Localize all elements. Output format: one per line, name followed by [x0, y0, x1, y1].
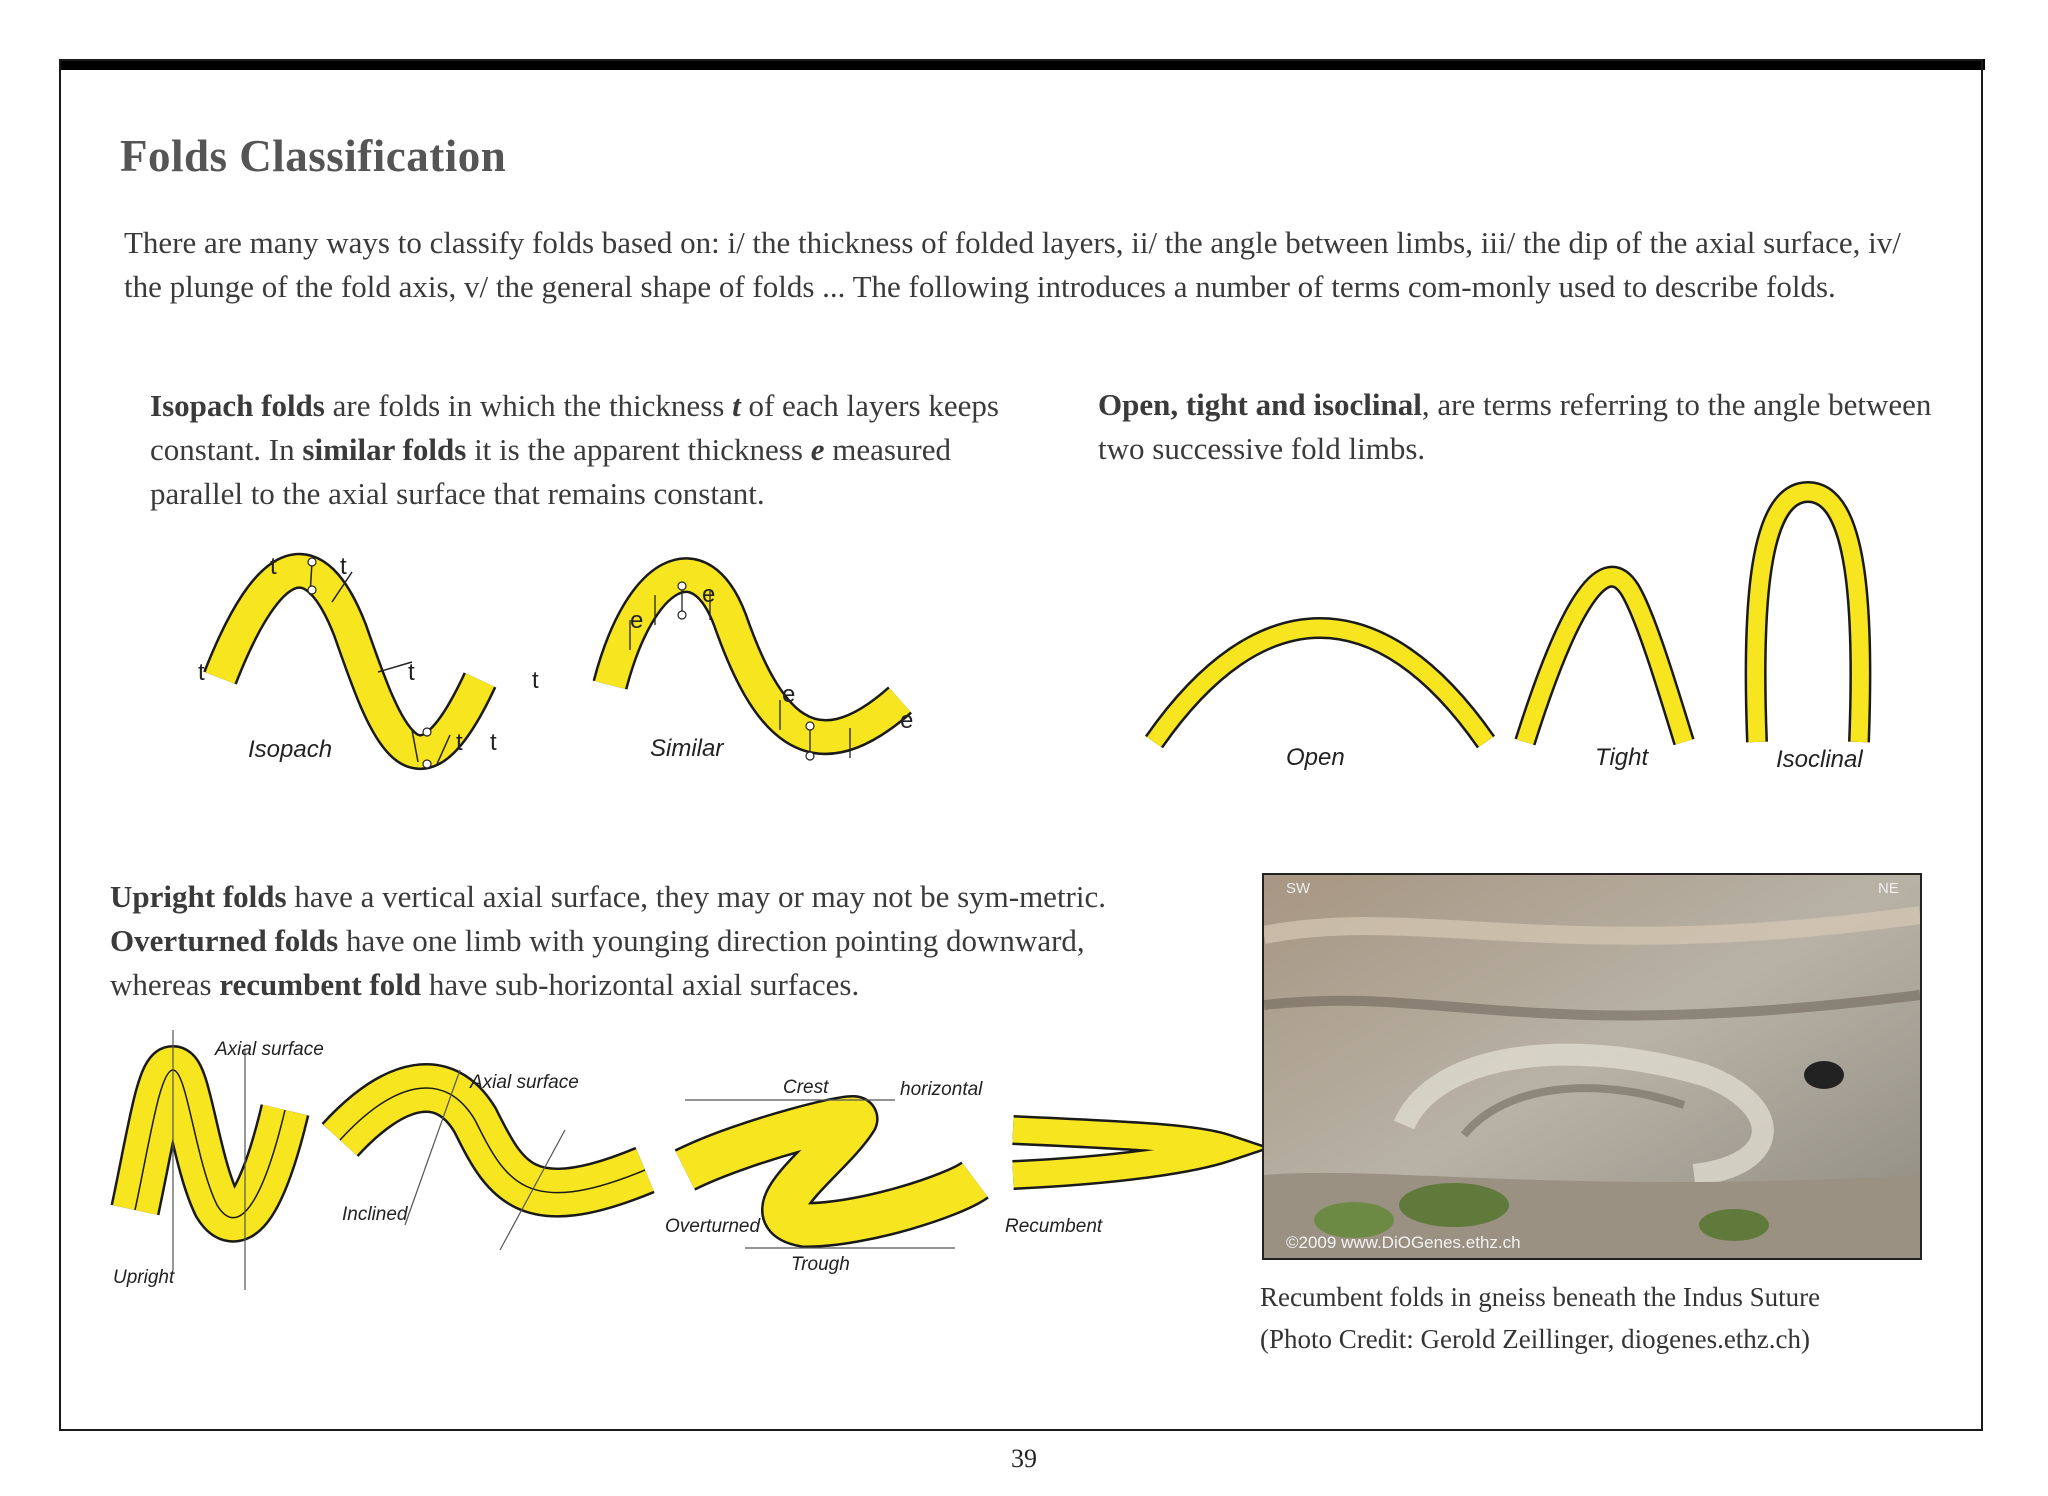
similar-fold: [610, 575, 913, 762]
term-overturned: Overturned folds: [110, 923, 339, 958]
angle-text: , are terms referring to the angle between two successive fold limbs.: [1098, 387, 1932, 466]
t-mark: t: [340, 553, 347, 580]
overturned-label: Overturned: [665, 1216, 761, 1237]
e-mark: e: [702, 581, 716, 608]
term-open-tight-isoclinal: Open, tight and isoclinal: [1098, 387, 1422, 422]
horizontal-label: horizontal: [900, 1079, 983, 1100]
isoclinal-label: Isoclinal: [1776, 746, 1863, 773]
photo-ne-tag: NE: [1878, 880, 1899, 897]
axial-surface-label: Axial surface: [215, 1039, 324, 1060]
inclined-label: Inclined: [342, 1204, 408, 1225]
tight-label: Tight: [1595, 744, 1649, 771]
upright-fold: [113, 1030, 324, 1290]
t-mark: t: [456, 729, 463, 756]
axial-surface-figure: [105, 1030, 1255, 1300]
isoclinal-fold: [1756, 492, 1864, 773]
isopach-fold: [198, 553, 539, 768]
angle-paragraph: [1098, 383, 1948, 471]
term-similar: similar folds: [302, 432, 467, 467]
open-fold: [1154, 628, 1486, 771]
recumbent-fold: [1005, 1130, 1225, 1237]
recumbent-label: Recumbent: [1005, 1216, 1103, 1237]
isopach-text-3: it is the apparent thickness: [466, 432, 811, 467]
photo-caption: [1260, 1276, 1980, 1360]
intro-paragraph: There are many ways to classify folds based on: i/ the thickness of folded layers, ii/ the angle between limbs, iii/ the dip of the axial surface, iv/ the plunge of the fold axis, v/ the general shape of folds ... The following introduces a number of terms com-monly used to describe folds.: [124, 225, 1901, 304]
symbol-t: t: [732, 388, 741, 423]
axial-paragraph: [110, 875, 1190, 1007]
photo-watermark: ©2009 www.DiOGenes.ethz.ch: [1286, 1233, 1521, 1252]
overturned-fold: [665, 1077, 983, 1275]
e-mark: e: [630, 607, 644, 634]
caption-line-1: Recumbent folds in gneiss beneath the Indus Suture: [1260, 1282, 1821, 1312]
isopach-paragraph: [150, 384, 1050, 516]
axial-text-3: have sub-horizontal axial surfaces.: [421, 967, 860, 1002]
e-mark: e: [900, 707, 914, 734]
term-upright: Upright folds: [110, 879, 287, 914]
isopach-label: Isopach: [248, 736, 333, 763]
caption-line-2: (Photo Credit: Gerold Zeillinger, diogenes.ethz.ch): [1260, 1324, 1811, 1354]
inclined-fold: [340, 1070, 645, 1250]
upright-label: Upright: [113, 1267, 175, 1288]
open-label: Open: [1286, 744, 1345, 771]
photo-sw-tag: SW: [1286, 880, 1311, 897]
tight-fold: [1525, 577, 1684, 771]
term-isopach: Isopach folds: [150, 388, 325, 423]
axial-text-2: have one limb with younging direction pointing downward, whereas: [110, 923, 1085, 1002]
fold-angle-figure: [1140, 480, 1920, 780]
similar-label: Similar: [650, 735, 724, 762]
recumbent-fold-photo: [1262, 873, 1922, 1260]
term-recumbent: recumbent fold: [219, 967, 422, 1002]
isopach-text-2: of each layers keeps constant. In: [150, 388, 999, 467]
t-mark: t: [270, 553, 277, 580]
page-number: 39: [1011, 1444, 1037, 1473]
trough-label: Trough: [791, 1254, 850, 1275]
t-mark: t: [490, 729, 497, 756]
symbol-e: e: [810, 432, 825, 467]
t-mark: t: [408, 659, 415, 686]
axial-surface-label-2: Axial surface: [470, 1072, 579, 1093]
t-mark: t: [198, 659, 205, 686]
e-mark: e: [782, 681, 796, 708]
isopach-text-4: measured parallel to the axial surface that remains constant.: [150, 432, 951, 511]
axial-text-1: have a vertical axial surface, they may or may not be sym-metric.: [286, 879, 1107, 914]
page-title: Folds Classification: [120, 131, 507, 181]
isopach-similar-figure: [190, 550, 950, 800]
crest-label: Crest: [783, 1077, 829, 1098]
t-mark: t: [532, 667, 539, 694]
isopach-text-1: are folds in which the thickness: [324, 388, 733, 423]
